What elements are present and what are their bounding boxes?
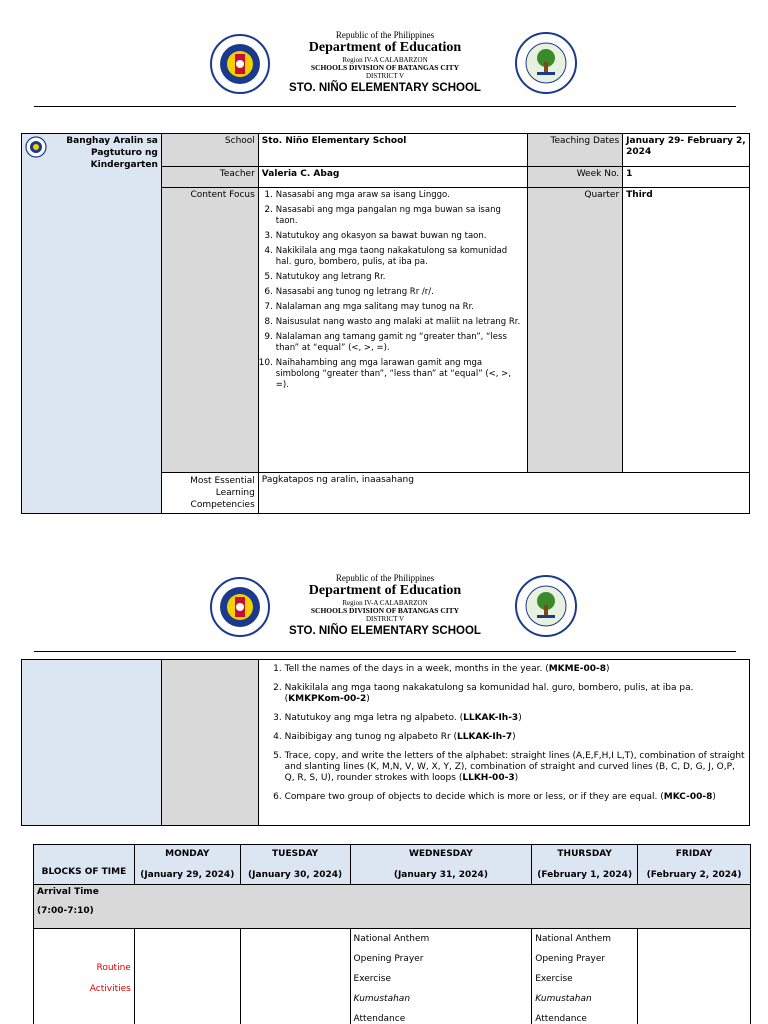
competency-item: 1. Tell the names of the days in a week, months in the year. (MKME-00-8)	[285, 664, 746, 675]
routine-label-2: Activities	[89, 984, 131, 994]
letterhead-second	[0, 573, 768, 643]
routine-wednesday	[350, 929, 532, 1024]
focus-item: 8. Naisusulat nang wasto ang malaki at maliit na letrang Rr.	[276, 317, 525, 328]
republic-line: Republic of the Philippines	[335, 30, 435, 40]
quarter-label: Quarter	[528, 188, 623, 473]
arrival-time: (7:00-7:10)	[37, 906, 94, 916]
competency-item: 3. Natutukoy ang mga letra ng alpabeto. (LLKAK-Ih-3)	[285, 713, 746, 724]
dates-label: Teaching Dates	[528, 134, 623, 167]
district-line: DISTRICT V	[365, 72, 405, 80]
routine-label-1: Routine	[96, 963, 131, 973]
competencies-blank-blue	[22, 660, 162, 826]
routine-thursday	[532, 929, 638, 1024]
teacher-label: Teacher	[161, 167, 258, 188]
division-line: SCHOOLS DIVISION OF BATANGAS CITY	[310, 63, 460, 72]
header-rule	[34, 651, 736, 652]
routine-item: National Anthem	[535, 934, 611, 944]
day-header-friday: FRIDAY (February 2, 2024)	[638, 845, 751, 885]
routine-row	[34, 929, 751, 1024]
department-line: Department of Education	[308, 583, 462, 598]
district-line: DISTRICT V	[365, 615, 405, 623]
focus-item: 4. Nakikilala ang mga taong nakakatulong sa komunidad hal. guro, bombero, pulis, at iba pa.	[276, 246, 525, 268]
routine-item: Exercise	[353, 974, 391, 984]
competency-item: 6. Compare two group of objects to decide which is more or less, or if they are equal. (MKC-00-8)	[285, 792, 746, 803]
letterhead-text	[250, 30, 520, 95]
routine-label-cell	[34, 929, 135, 1024]
focus-list	[262, 190, 525, 391]
routine-item: Attendance	[535, 1014, 587, 1024]
focus-item: 1. Nasasabi ang mga araw sa isang Linggo.	[276, 190, 525, 201]
competencies-blank-gray	[161, 660, 258, 826]
routine-item: National Anthem	[353, 934, 430, 944]
routine-item: Kumustahan	[353, 994, 411, 1004]
arrival-label: Arrival Time	[37, 887, 99, 897]
deped-seal-small-icon	[25, 136, 47, 158]
day-header-wednesday: WEDNESDAY (January 31, 2024)	[350, 845, 532, 885]
plan-title-cell	[22, 134, 162, 514]
routine-friday	[638, 929, 751, 1024]
school-value: Sto. Niño Elementary School	[258, 134, 528, 167]
quarter-value: Third	[623, 188, 750, 473]
school-seal-icon	[515, 575, 577, 637]
day-header-thursday: THURSDAY (February 1, 2024)	[532, 845, 638, 885]
arrival-row	[34, 885, 751, 929]
arrival-cell	[34, 885, 751, 929]
routine-item: Kumustahan	[535, 994, 592, 1004]
plan-info-table	[21, 133, 750, 514]
competency-item: 4. Naibibigay ang tunog ng alpabeto Rr (LLKAK-Ih-7)	[285, 732, 746, 743]
routine-item: Opening Prayer	[535, 954, 606, 964]
week-label: Week No.	[528, 167, 623, 188]
division-line: SCHOOLS DIVISION OF BATANGAS CITY	[310, 606, 460, 615]
plan-title: Banghay Aralin sa Pagtuturo ng Kindergarten	[66, 136, 158, 170]
routine-item: Opening Prayer	[353, 954, 424, 964]
focus-label: Content Focus	[161, 188, 258, 473]
routine-item: Attendance	[353, 1014, 406, 1024]
routine-tuesday	[240, 929, 350, 1024]
letterhead-top	[0, 30, 768, 100]
region-line: Region IV-A CALABARZON	[342, 56, 428, 64]
focus-item: 9. Nalalaman ang tamang gamit ng “greater than”, “less than” at “equal” (<, >, =).	[276, 332, 525, 354]
republic-line: Republic of the Philippines	[335, 573, 435, 583]
competencies-list-cell	[258, 660, 749, 826]
region-line: Region IV-A CALABARZON	[342, 599, 428, 607]
school-seal-icon	[515, 32, 577, 94]
focus-item: 6. Nasasabi ang tunog ng letrang Rr /r/.	[276, 287, 525, 298]
competency-item: 5. Trace, copy, and write the letters of the alphabet: straight lines (A,E,F,H,I L,T), combination of straight and slanting lines (K, M,N, V, W, X, Y, Z), combination of straight and curved lines (B, C, D, G, J, O,P, Q, R, S, U), rounder strokes with loops (LLKH-00-3)	[285, 751, 746, 784]
department-line: Department of Education	[308, 40, 462, 55]
dates-value: January 29- February 2, 2024	[623, 134, 750, 167]
letterhead-text	[250, 573, 520, 638]
focus-item: 2. Nasasabi ang mga pangalan ng mga buwan sa isang taon.	[276, 205, 525, 227]
focus-item: 3. Natutukoy ang okasyon sa bawat buwan ng taon.	[276, 231, 525, 242]
teacher-value: Valeria C. Abag	[258, 167, 528, 188]
competencies-list	[269, 664, 746, 803]
blocks-label: BLOCKS OF TIME	[34, 845, 135, 885]
competency-item: 2. Nakikilala ang mga taong nakakatulong sa komunidad hal. guro, bombero, pulis, at iba pa. (KMKPKom-00-2)	[285, 683, 746, 705]
melc-value: Pagkatapos ng aralin, inaasahang	[258, 473, 749, 514]
school-name: STO. NIÑO ELEMENTARY SCHOOL	[289, 625, 481, 637]
header-rule	[34, 106, 736, 107]
focus-item: 5. Natutukoy ang letrang Rr.	[276, 272, 525, 283]
schedule-table	[33, 844, 751, 1024]
schedule-header-row	[34, 845, 751, 885]
melc-label: Most Essential Learning Competencies	[161, 473, 258, 514]
school-label: School	[161, 134, 258, 167]
day-header-monday: MONDAY (January 29, 2024)	[134, 845, 240, 885]
routine-item: Exercise	[535, 974, 573, 984]
week-value: 1	[623, 167, 750, 188]
focus-list-cell	[258, 188, 528, 473]
routine-monday	[134, 929, 240, 1024]
competencies-table	[21, 659, 750, 826]
day-header-tuesday: TUESDAY (January 30, 2024)	[240, 845, 350, 885]
focus-item: 10. Naihahambing ang mga larawan gamit ang mga simbolong “greater than”, “less than” at “equal” (<, >, =).	[276, 358, 525, 391]
school-name: STO. NIÑO ELEMENTARY SCHOOL	[289, 82, 481, 94]
focus-item: 7. Nalalaman ang mga salitang may tunog na Rr.	[276, 302, 525, 313]
